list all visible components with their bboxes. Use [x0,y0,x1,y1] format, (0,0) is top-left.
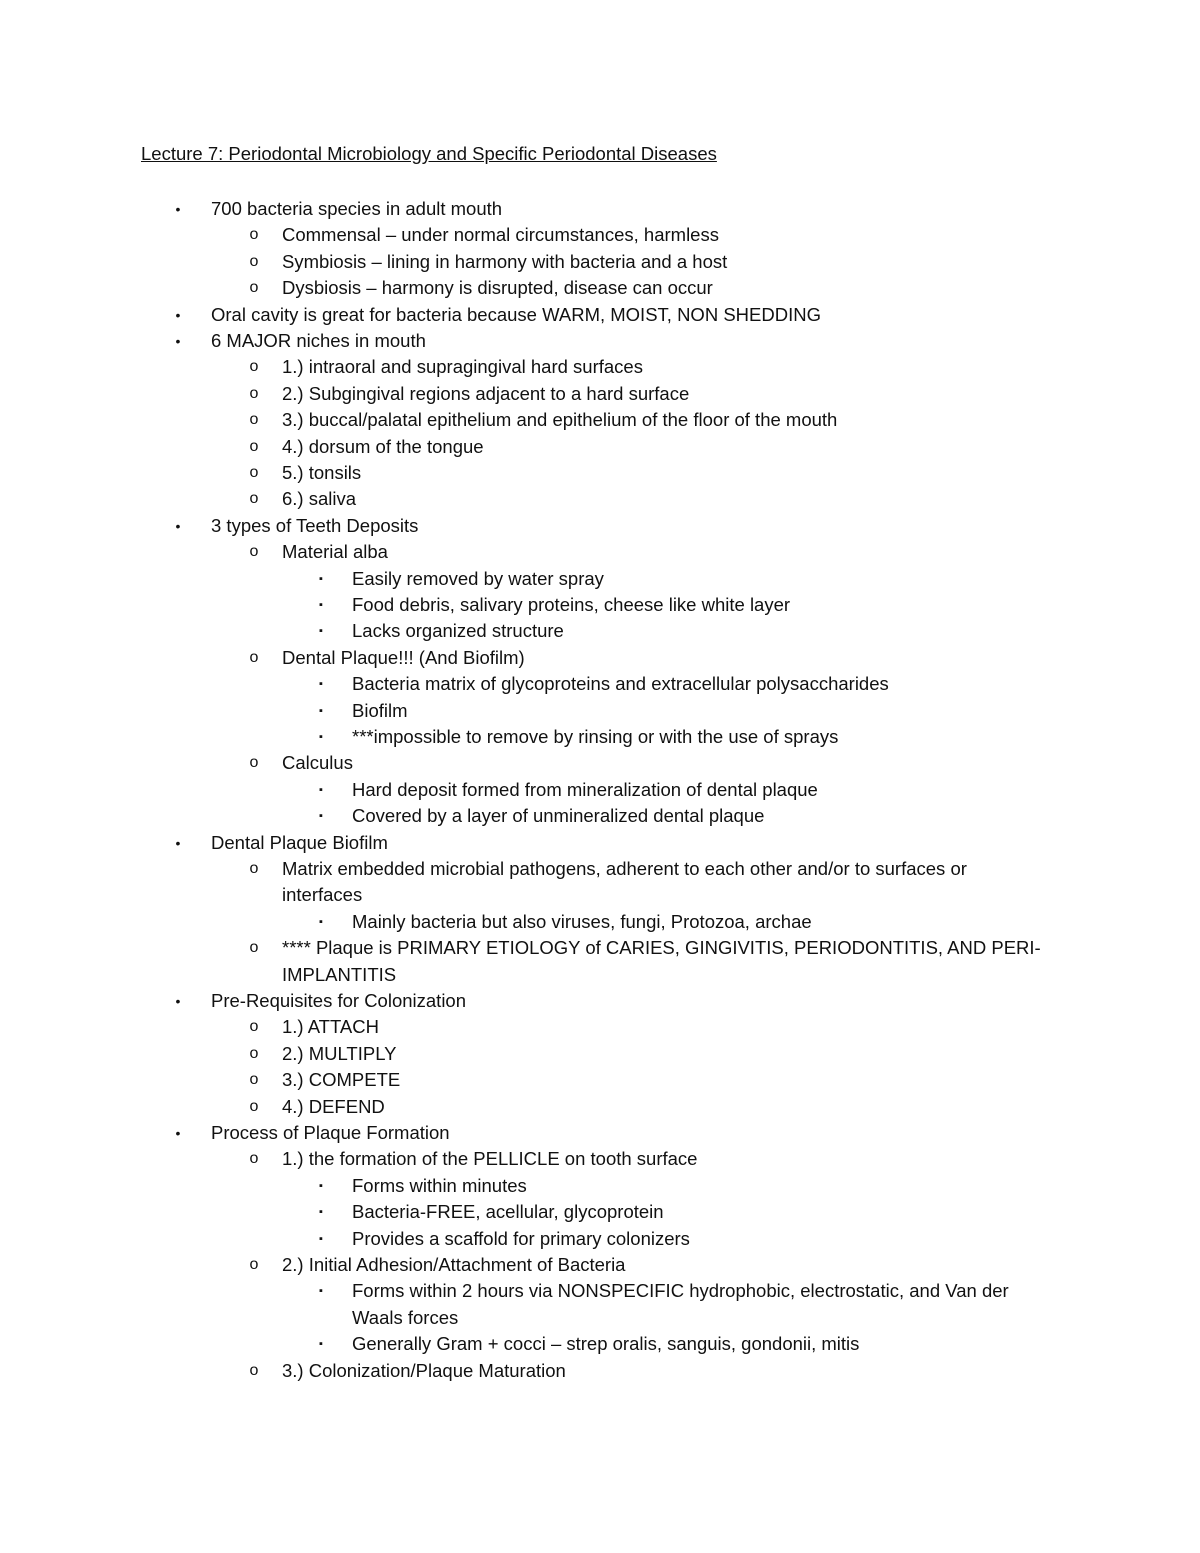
outline-line [0,1252,1200,1278]
bullet-circle-icon: o [249,939,259,957]
bullet-dot-icon: • [175,993,181,1009]
bullet-square-icon: ▪ [319,1232,323,1245]
outline-line [0,1067,1200,1093]
outline-line [0,1226,1200,1252]
outline-line [0,962,1200,988]
outline-text: 6 MAJOR niches in mouth [211,330,426,351]
outline-line [0,196,1200,222]
outline-line [0,882,1200,908]
outline-text: Generally Gram + cocci – strep oralis, sanguis, gondonii, mitis [352,1333,860,1355]
outline-line [0,328,1200,354]
bullet-square-icon: ▪ [319,1285,323,1298]
outline-line [0,830,1200,856]
outline-text: Provides a scaffold for primary colonizers [352,1227,690,1249]
outline-text: Hard deposit formed from mineralization of dental plaque [352,778,818,800]
bullet-circle-icon: o [249,279,259,297]
outline-line [0,803,1200,829]
outline-line [0,1041,1200,1067]
bullet-circle-icon: o [249,226,259,244]
bullet-circle-icon: o [249,358,259,376]
bullet-square-icon: ▪ [319,1338,323,1351]
bullet-circle-icon: o [249,384,259,402]
outline-text: IMPLANTITIS [282,963,397,985]
outline-text: 3.) COMPETE [282,1069,401,1091]
outline-line [0,645,1200,671]
bullet-circle-icon: o [249,1071,259,1089]
outline-line [0,592,1200,618]
outline-text: Forms within minutes [352,1174,527,1196]
outline-line [0,222,1200,248]
bullet-circle-icon: o [249,252,259,270]
outline-text: Forms within 2 hours via NONSPECIFIC hydrophobic, electrostatic, and Van der [352,1280,1009,1302]
outline-text: 4.) DEFEND [282,1095,385,1117]
outline-line [0,275,1200,301]
outline-text: 1.) the formation of the PELLICLE on tooth surface [282,1148,698,1170]
bullet-dot-icon: • [175,1125,181,1141]
outline-line [0,671,1200,697]
outline-line [0,566,1200,592]
bullet-square-icon: ▪ [319,572,323,585]
outline-text: 2.) Subgingival regions adjacent to a hard surface [282,382,690,404]
bullet-square-icon: ▪ [319,625,323,638]
bullet-square-icon: ▪ [319,915,323,928]
outline-line [0,1331,1200,1357]
outline-line [0,1278,1200,1304]
bullet-circle-icon: o [249,490,259,508]
bullet-square-icon: ▪ [319,1179,323,1192]
bullet-circle-icon: o [249,1361,259,1379]
outline-text: Dental Plaque!!! (And Biofilm) [282,646,525,668]
outline-text: 2.) MULTIPLY [282,1042,397,1064]
outline-text: Bacteria-FREE, acellular, glycoprotein [352,1201,664,1223]
bullet-circle-icon: o [249,1256,259,1273]
bullet-circle-icon: o [249,860,259,877]
bullet-dot-icon: • [175,333,181,349]
outline-text: 3.) buccal/palatal epithelium and epithelium of the floor of the mouth [282,409,838,431]
outline-text: 6.) saliva [282,488,357,510]
outline-line [0,909,1200,935]
outline-line [0,988,1200,1014]
outline-text: ***impossible to remove by rinsing or with the use of sprays [352,726,839,747]
outline-text: Waals forces [352,1306,459,1328]
bullet-square-icon: ▪ [319,599,323,611]
bullet-circle-icon: o [249,1097,259,1115]
outline-text: Calculus [282,752,353,774]
outline-text: Lacks organized structure [352,620,564,642]
outline-text: **** Plaque is PRIMARY ETIOLOGY of CARIES, GINGIVITIS, PERIODONTITIS, AND PERI- [282,937,1041,959]
outline-text: interfaces [282,884,363,906]
bullet-dot-icon: • [175,306,181,323]
bullet-circle-icon: o [249,754,259,772]
outline-line [0,1358,1200,1384]
outline-text: 700 bacteria species in adult mouth [211,198,503,219]
bullet-circle-icon: o [249,437,259,455]
outline-text: Food debris, salivary proteins, cheese like white layer [352,594,791,615]
outline-line [0,724,1200,750]
bullet-dot-icon: • [175,834,181,851]
bullet-dot-icon: • [175,201,181,217]
outline-line [0,302,1200,328]
outline-line [0,698,1200,724]
outline-text: Material alba [282,541,388,563]
bullet-square-icon: ▪ [319,678,323,691]
outline-line [0,407,1200,433]
outline-line [0,1199,1200,1225]
outline-text: 1.) ATTACH [282,1016,379,1038]
outline-text: Biofilm [352,699,408,721]
outline-line [0,1094,1200,1120]
outline-text: Pre-Requisites for Colonization [211,990,467,1011]
outline-text: Bacteria matrix of glycoproteins and extracellular polysaccharides [352,673,889,695]
outline-text: Covered by a layer of unmineralized dental plaque [352,805,765,827]
bullet-circle-icon: o [249,464,259,481]
document-title: Lecture 7: Periodontal Microbiology and Specific Periodontal Diseases [141,143,717,164]
outline-line [0,1305,1200,1331]
outline-text: Symbiosis – lining in harmony with bacteria and a host [282,250,728,272]
outline-text: Commensal – under normal circumstances, harmless [282,224,719,246]
outline-line [0,750,1200,776]
bullet-square-icon: ▪ [319,783,323,796]
bullet-circle-icon: o [249,543,259,561]
outline-line [0,1173,1200,1199]
outline-line [0,856,1200,882]
outline-text: Oral cavity is great for bacteria because WARM, MOIST, NON SHEDDING [211,303,821,325]
outline-text: 4.) dorsum of the tongue [282,435,484,457]
outline-line [0,434,1200,460]
outline-text: Mainly bacteria but also viruses, fungi, Protozoa, archae [352,910,812,932]
outline-line [0,486,1200,512]
bullet-circle-icon: o [249,1044,259,1062]
outline-text: 3.) Colonization/Plaque Maturation [282,1359,566,1381]
bullet-circle-icon: o [249,1150,259,1168]
outline-line [0,1120,1200,1146]
outline-line [0,539,1200,565]
outline-line [0,777,1200,803]
bullet-dot-icon: • [175,517,181,534]
bullet-square-icon: ▪ [319,731,323,743]
outline-line [0,381,1200,407]
outline-text: 1.) intraoral and supragingival hard surfaces [282,356,643,378]
outline-text: 3 types of Teeth Deposits [211,514,419,536]
outline-line [0,460,1200,486]
outline-text: Dysbiosis – harmony is disrupted, disease can occur [282,277,713,299]
bullet-square-icon: ▪ [319,704,323,717]
outline-line [0,354,1200,380]
outline-text: Easily removed by water spray [352,567,604,589]
bullet-square-icon: ▪ [319,1206,323,1219]
bullet-circle-icon: o [249,1018,259,1036]
bullet-square-icon: ▪ [319,810,323,823]
outline-text: Matrix embedded microbial pathogens, adherent to each other and/or to surfaces or [282,858,967,879]
outline-text: 2.) Initial Adhesion/Attachment of Bacteria [282,1254,626,1275]
outline-line [0,618,1200,644]
outline-line [0,935,1200,961]
outline-text: 5.) tonsils [282,462,362,483]
outline-line [0,249,1200,275]
bullet-circle-icon: o [249,411,259,429]
outline-line [0,1146,1200,1172]
outline-line [0,513,1200,539]
outline-text: Process of Plaque Formation [211,1122,450,1143]
outline-line [0,1014,1200,1040]
bullet-circle-icon: o [249,648,259,666]
outline-text: Dental Plaque Biofilm [211,831,388,853]
